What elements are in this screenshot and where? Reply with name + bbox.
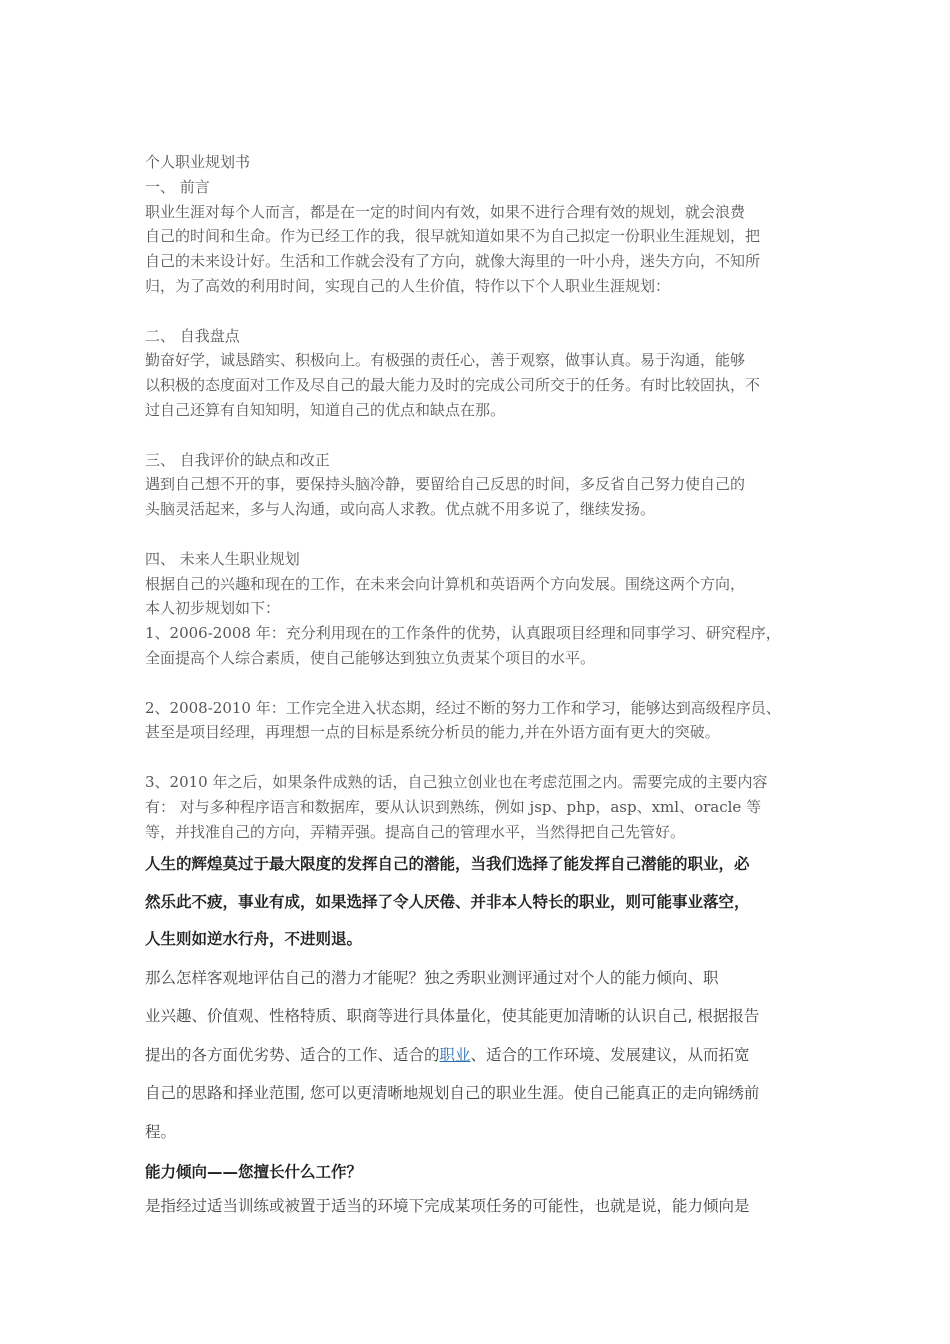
paragraph-line: 根据自己的兴趣和现在的工作，在未来会向计算机和英语两个方向发展。围绕这两个方向， xyxy=(145,574,746,593)
doc-title: 个人职业规划书 xyxy=(145,153,251,171)
paragraph-line: 以积极的态度面对工作及尽自己的最大能力及时的完成公司所交于的任务。有时比较固执，不 xyxy=(145,376,761,395)
assessment-paragraph xyxy=(145,959,810,1152)
ability-heading: 能力倾向——您擅长什么工作？ xyxy=(145,1163,363,1182)
paragraph-line: 遇到自己想不开的事，要保持头脑冷静，要留给自己反思的时间，多反省自己努力使自己的 xyxy=(145,475,746,494)
plan-item-3: 3、2010 年之后，如果条件成熟的话，自己独立创业也在考虑范围之内。需要完成的主要内容 xyxy=(145,772,768,791)
paragraph-line: 有： 对与多种程序语言和数据库，要从认识到熟练，例如 jsp、php，asp、xml、oracle 等 xyxy=(145,797,762,816)
paragraph-line: 甚至是项目经理，再理想一点的目标是系统分析员的能力,并在外语方面有更大的突破。 xyxy=(145,723,720,742)
section-heading-2: 二、 自我盘点 xyxy=(145,326,240,345)
paragraph-line: 业兴趣、价值观、性格特质、职商等进行具体量化，使其能更加清晰的认识自己, 根据报告 xyxy=(145,1007,760,1026)
blank-line xyxy=(145,423,810,448)
paragraph-line: 等，并找准自己的方向，弄精弄强。提高自己的管理水平，当然得把自己先管好。 xyxy=(145,822,686,841)
career-link[interactable]: 职业 xyxy=(439,1045,471,1064)
paragraph-line: 自己的未来设计好。生活和工作就会没有了方向，就像大海里的一叶小舟，迷失方向，不知所 xyxy=(145,252,761,271)
blank-line xyxy=(145,522,810,547)
paragraph-line: 职业生涯对每个人而言，都是在一定的时间内有效，如果不进行合理有效的规划，就会浪费 xyxy=(145,202,746,221)
bold-line: 人生的辉煌莫过于最大限度的发挥自己的潜能，当我们选择了能发挥自己潜能的职业，必 xyxy=(145,855,750,874)
plan-item-1: 1、2006-2008 年：充分利用现在的工作条件的优势，认真跟项目经理和同事学习、研究程序， xyxy=(145,624,781,643)
paragraph-line: 程。 xyxy=(145,1122,177,1141)
blank-line xyxy=(145,299,810,324)
bold-line: 然乐此不疲，事业有成，如果选择了令人厌倦、并非本人特长的职业，则可能事业落空， xyxy=(145,892,750,911)
section-heading-3: 三、 自我评价的缺点和改正 xyxy=(145,450,330,469)
paragraph-line: 那么怎样客观地评估自己的潜力才能呢？独之秀职业测评通过对个人的能力倾向、职 xyxy=(145,968,719,987)
paragraph-line: 头脑灵活起来，多与人沟通，或向高人求教。优点就不用多说了，继续发扬。 xyxy=(145,500,656,519)
paragraph-line: 过自己还算有自知知明，知道自己的优点和缺点在那。 xyxy=(145,400,506,419)
paragraph-line: 自己的时间和生命。作为已经工作的我，很早就知道如果不为自己拟定一份职业生涯规划，把 xyxy=(145,227,761,246)
text-run: 、适合的工作环境、发展建议，从而拓宽 xyxy=(470,1045,750,1064)
paragraph-line: 全面提高个人综合素质，使自己能够达到独立负责某个项目的水平。 xyxy=(145,648,596,667)
paragraph-line xyxy=(145,1036,810,1075)
section-heading-4: 四、 未来人生职业规划 xyxy=(145,549,300,568)
document-content xyxy=(145,150,810,1221)
blank-line xyxy=(145,745,810,770)
text-run: 提出的各方面优劣势、适合的工作、适合的 xyxy=(145,1045,440,1064)
blank-line xyxy=(145,671,810,696)
paragraph-line: 勤奋好学，诚恳踏实、积极向上。有极强的责任心，善于观察，做事认真。易于沟通，能够 xyxy=(145,351,746,370)
bold-quote xyxy=(145,846,810,959)
paragraph-line: 归，为了高效的利用时间，实现自己的人生价值，特作以下个人职业生涯规划： xyxy=(145,276,671,295)
paragraph-line: 是指经过适当训练或被置于适当的环境下完成某项任务的可能性，也就是说，能力倾向是 xyxy=(145,1197,750,1216)
paragraph-line: 本人初步规划如下： xyxy=(145,599,281,618)
paragraph-line: 自己的思路和择业范围, 您可以更清晰地规划自己的职业生涯。使自己能真正的走向锦绣前 xyxy=(145,1084,760,1103)
bold-line: 人生则如逆水行舟，不进则退。 xyxy=(145,930,363,949)
section-heading-1: 一、 前言 xyxy=(145,177,210,196)
plan-item-2: 2、2008-2010 年：工作完全进入状态期，经过不断的努力工作和学习，能够达到高级程序员、 xyxy=(145,698,781,717)
